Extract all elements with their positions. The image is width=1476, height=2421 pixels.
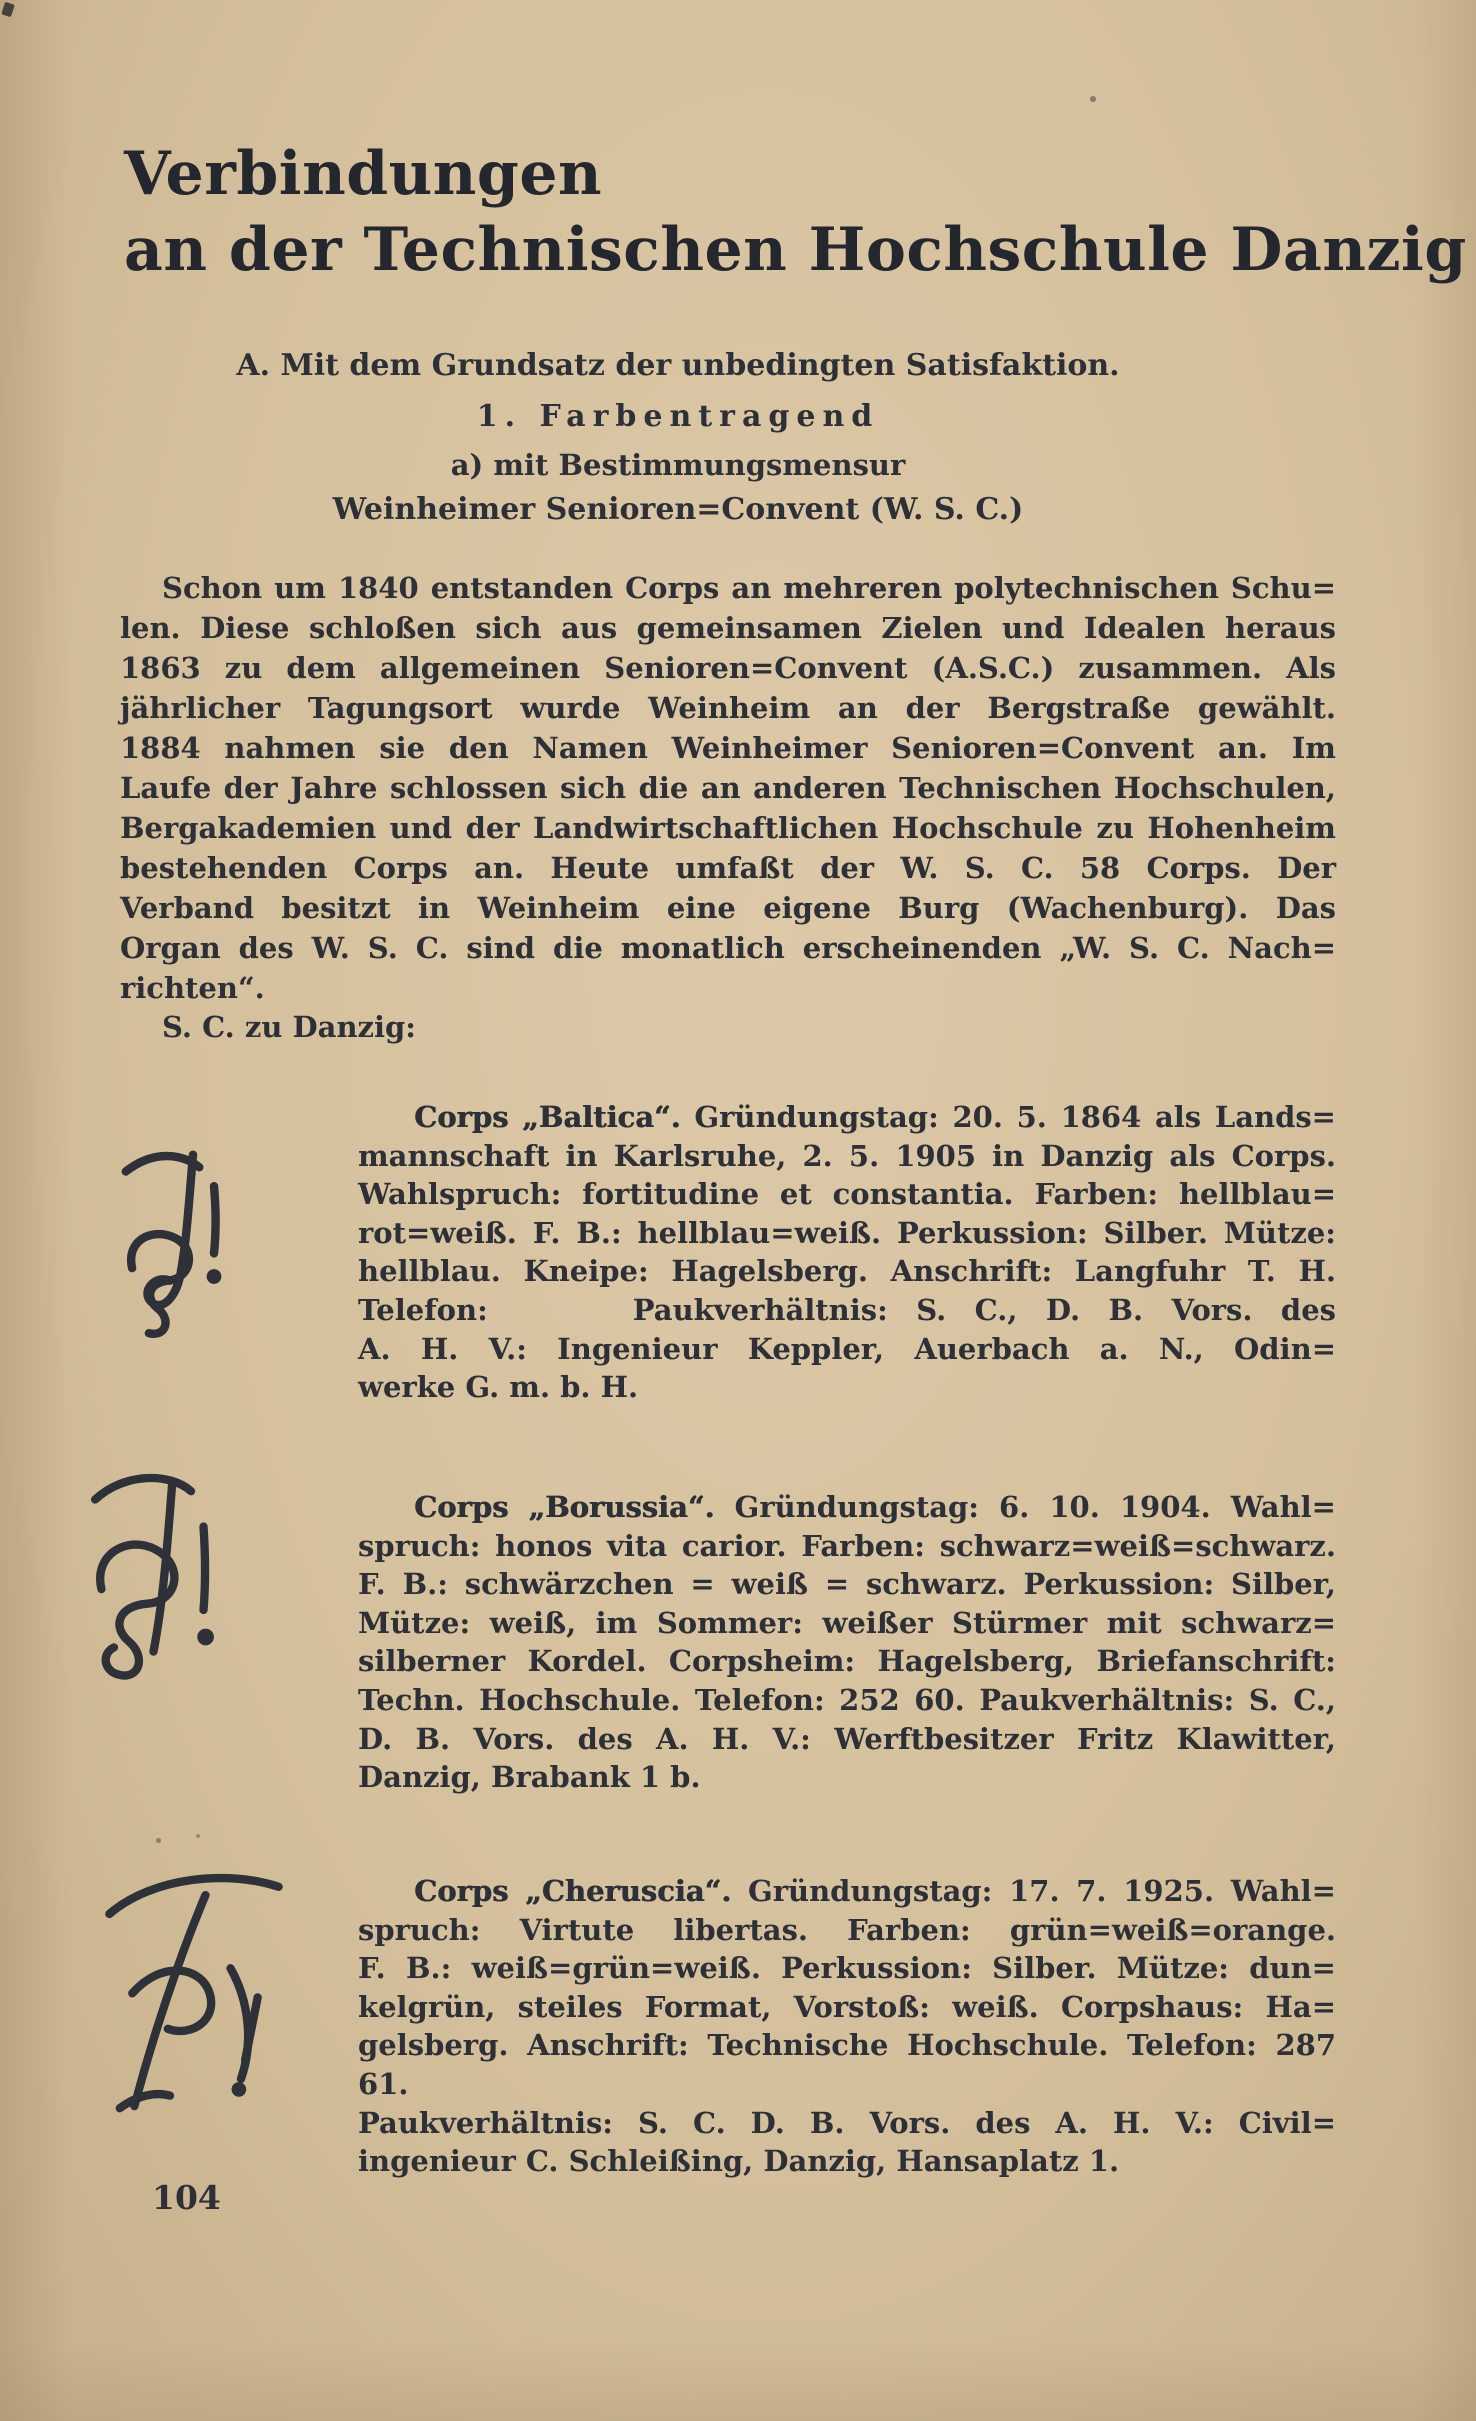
text-line: Danzig, Brabank 1 b. (358, 1760, 701, 1795)
text-line: rot=weiß. F. B.: hellblau=weiß. Perkussion: Silber. Mütze: (358, 1215, 1336, 1250)
corps-cheruscia-firstline: Gründungstag: 17. 7. 1925. Wahl= (731, 1874, 1336, 1908)
text-line: hellblau. Kneipe: Hagelsberg. Anschrift: Langfuhr T. H. (358, 1254, 1336, 1289)
text-line: len. Diese schloßen sich aus gemeinsamen Zielen und Idealen heraus (120, 611, 1336, 645)
text-line: ingenieur C. Schleißing, Danzig, Hansaplatz 1. (358, 2144, 1120, 2179)
page-title (124, 136, 1467, 288)
corps-cheruscia-name: Corps „Cheruscia“. (414, 1874, 732, 1908)
text-line: Schon um 1840 entstanden Corps an mehreren polytechnischen Schu= (162, 571, 1336, 605)
corps-borussia-lines (358, 1527, 1336, 1797)
corps-baltica-zirkel-icon (118, 1140, 268, 1350)
corps-cheruscia-lines (358, 1911, 1336, 2181)
corps-borussia-zirkel-icon (80, 1462, 252, 1712)
text-line: A. H. V.: Ingenieur Keppler, Auerbach a. N., Odin= (358, 1331, 1336, 1366)
text-line: Mütze: weiß, im Sommer: weißer Stürmer mit schwarz= (358, 1605, 1336, 1640)
corps-borussia-name: Corps „Borussia“. (414, 1490, 715, 1524)
scan-speck (196, 1834, 200, 1838)
text-line: 1863 zu dem allgemeinen Senioren=Convent (A.S.C.) zusammen. Als (120, 651, 1336, 685)
text-line: Techn. Hochschule. Telefon: 252 60. Paukverhältnis: S. C., (358, 1682, 1336, 1717)
subsection-1-heading: 1. Farbentragend (476, 399, 880, 434)
scan-speck (156, 1838, 161, 1843)
text-line (358, 1488, 1336, 1527)
text-line: Verband besitzt in Weinheim eine eigene Burg (Wachenburg). Das (120, 891, 1336, 925)
text-line: bestehenden Corps an. Heute umfaßt der W. S. C. 58 Corps. Der (120, 851, 1336, 885)
text-line: Wahlspruch: fortitudine et constantia. Farben: hellblau= (358, 1177, 1336, 1212)
subsection-a-heading: a) mit Bestimmungsmensur (450, 448, 906, 482)
text-line: Telefon: Paukverhältnis: S. C., D. B. Vors. des (358, 1292, 1336, 1327)
intro-paragraph (120, 568, 1336, 1008)
text-line: F. B.: weiß=grün=weiß. Perkussion: Silber. Mütze: dun= (358, 1951, 1336, 1986)
text-line: spruch: honos vita carior. Farben: schwarz=weiß=schwarz. (358, 1528, 1336, 1563)
text-line (358, 1872, 1336, 1911)
page-title-line2: an der Technischen Hochschule Danzig (124, 215, 1467, 285)
convent-heading: Weinheimer Senioren=Convent (W. S. C.) (332, 492, 1024, 527)
text-line: mannschaft in Karlsruhe, 2. 5. 1905 in Danzig als Corps. (358, 1138, 1336, 1173)
corps-baltica-name: Corps „Baltica“. (414, 1100, 681, 1134)
text-line: spruch: Virtute libertas. Farben: grün=weiß=orange. (358, 1912, 1336, 1947)
text-line: F. B.: schwärzchen = weiß = schwarz. Perkussion: Silber, (358, 1567, 1336, 1602)
corps-baltica-paragraph (358, 1098, 1336, 1407)
text-line (358, 1098, 1336, 1137)
corps-borussia-paragraph (358, 1488, 1336, 1797)
sc-danzig-label: S. C. zu Danzig: (162, 1010, 417, 1044)
scan-speck (1090, 96, 1096, 102)
text-line: werke G. m. b. H. (358, 1370, 639, 1405)
corps-cheruscia-paragraph (358, 1872, 1336, 2181)
scan-speck (1, 2, 15, 17)
text-line: gelsberg. Anschrift: Technische Hochschule. Telefon: 287 61. (358, 2028, 1336, 2101)
section-a-heading: A. Mit dem Grundsatz der unbedingten Satisfaktion. (236, 348, 1120, 383)
text-line: jährlicher Tagungsort wurde Weinheim an der Bergstraße gewählt. (120, 691, 1336, 725)
text-line: 1884 nahmen sie den Namen Weinheimer Senioren=Convent an. Im (120, 731, 1336, 765)
text-line: kelgrün, steiles Format, Vorstoß: weiß. Corpshaus: Ha= (358, 1989, 1336, 2024)
text-line: silberner Kordel. Corpsheim: Hagelsberg, Briefanschrift: (358, 1644, 1336, 1679)
text-line: Organ des W. S. C. sind die monatlich erscheinenden „W. S. C. Nach= (120, 931, 1336, 965)
text-line: Laufe der Jahre schlossen sich die an anderen Technischen Hochschulen, (120, 771, 1336, 805)
corps-baltica-firstline: Gründungstag: 20. 5. 1864 als Lands= (680, 1100, 1336, 1134)
page-number: 104 (152, 2178, 221, 2217)
text-line: Paukverhältnis: S. C. D. B. Vors. des A. H. V.: Civil= (358, 2105, 1336, 2140)
corps-baltica-lines (358, 1137, 1336, 1407)
page-title-line1: Verbindungen (124, 139, 603, 209)
text-line: richten“. (120, 971, 265, 1005)
text-line: Bergakademien und der Landwirtschaftlichen Hochschule zu Hohenheim (120, 811, 1336, 845)
corps-cheruscia-zirkel-icon (98, 1845, 292, 2127)
corps-borussia-firstline: Gründungstag: 6. 10. 1904. Wahl= (714, 1490, 1336, 1524)
text-line: D. B. Vors. des A. H. V.: Werftbesitzer Fritz Klawitter, (358, 1721, 1336, 1756)
